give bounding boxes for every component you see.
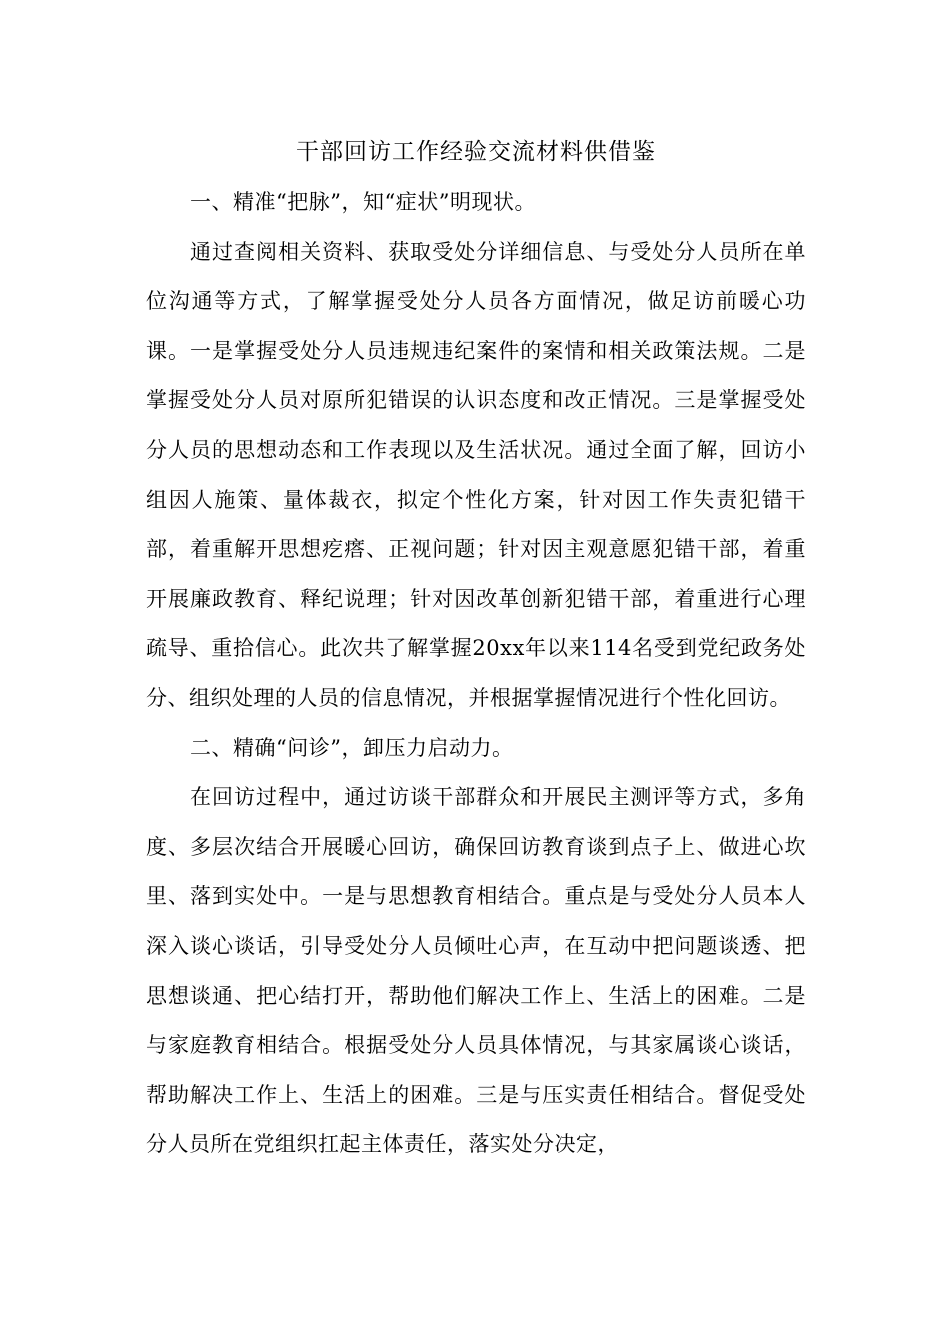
section-heading-1: 一、精准“把脉”，知“症状”明现状。: [190, 190, 536, 214]
body-paragraph-1: 通过查阅相关资料、获取受处分详细信息、与受处分人员所在单位沟通等方式，了解掌握受处分人员各方面情况，做足访前暖心功课。一是掌握受处分人员违规违纪案件的案情和相关政策法规。二是掌握受处分人员对原所犯错误的认识态度和改正情况。三是掌握受处分人员的思想动态和工作表现以及生活状况。通过全面了解，回访小组因人施策、量体裁衣，拟定个性化方案，针对因工作失责犯错干部，着重解开思想疙瘩、正视问题；针对因主观意愿犯错干部，着重开展廉政教育、释纪说理；针对因改革创新犯错干部，着重进行心理疏导、重拾信心。此次共了解掌握20xx年以来114名受到党纪政务处分、组织处理的人员的信息情况，并根据掌握情况进行个性化回访。: [146, 239, 806, 710]
document-page: [146, 126, 806, 1170]
body-paragraph-2: 在回访过程中，通过访谈干部群众和开展民主测评等方式，多角度、多层次结合开展暖心回访，确保回访教育谈到点子上、做进心坎里、落到实处中。一是与思想教育相结合。重点是与受处分人员本人深入谈心谈话，引导受处分人员倾吐心声，在互动中把问题谈透、把思想谈通、把心结打开，帮助他们解决工作上、生活上的困难。二是与家庭教育相结合。根据受处分人员具体情况，与其家属谈心谈话，帮助解决工作上、生活上的困难。三是与压实责任相结合。督促受处分人员所在党组织扛起主体责任，落实处分决定，: [146, 785, 806, 1157]
section-heading-2: 二、精确“问诊”，卸压力启动力。: [190, 735, 514, 760]
document-title: 干部回访工作经验交流材料供借鉴: [296, 139, 656, 165]
